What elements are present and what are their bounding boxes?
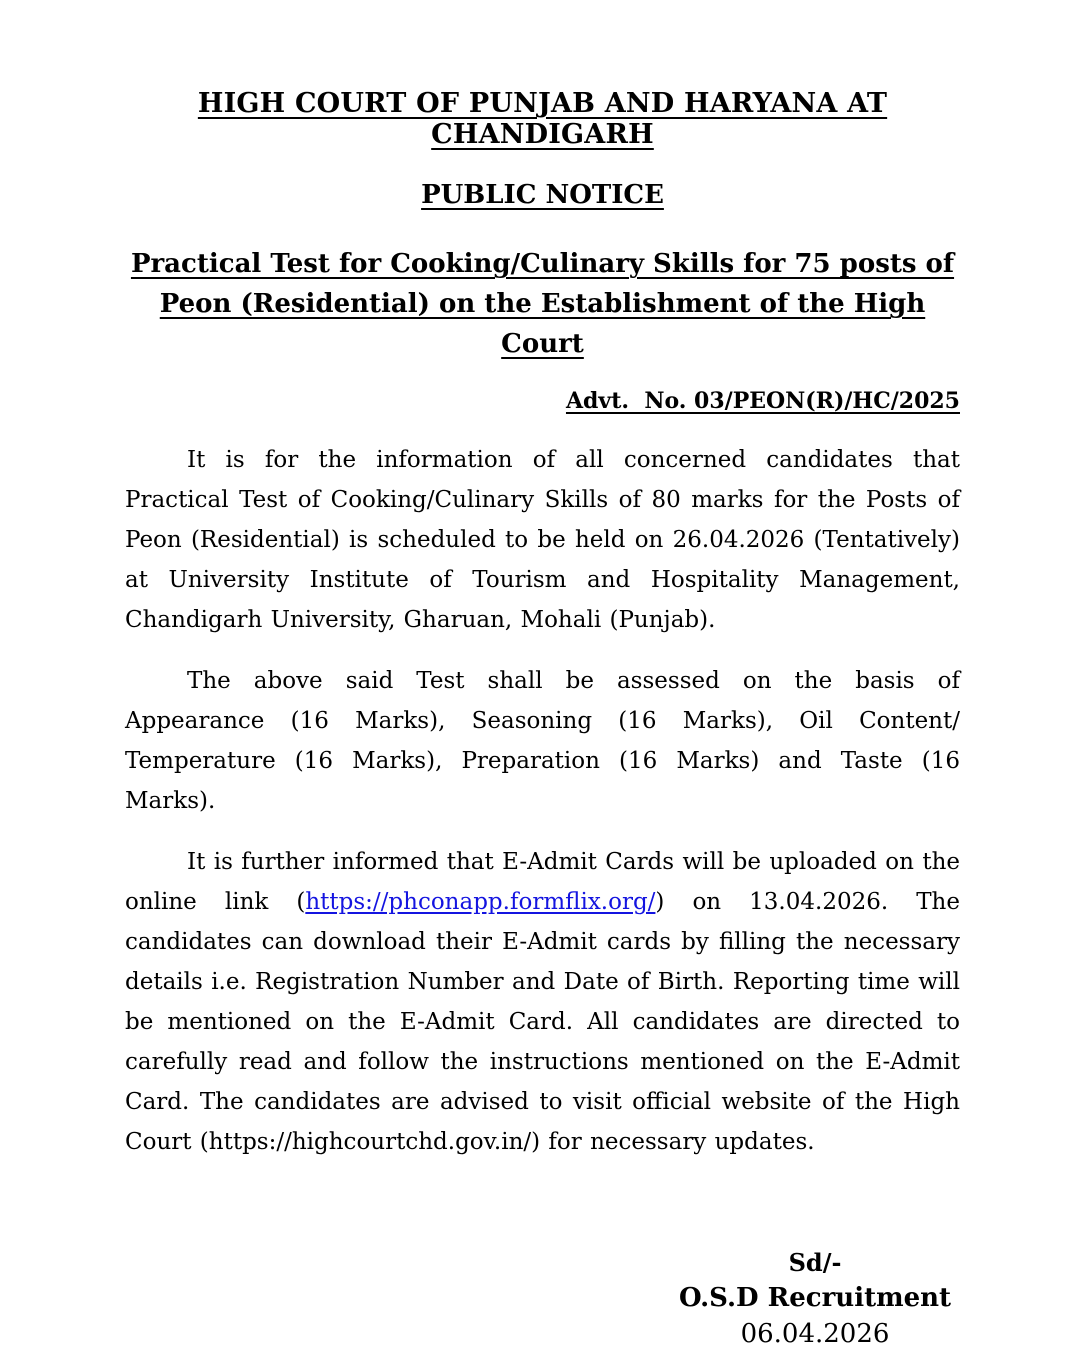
admit-card-portal-link[interactable]: https://phconapp.formflix.org/ [305, 889, 656, 915]
signature-designation: O.S.D Recruitment [678, 1283, 952, 1313]
paragraph-assessment-criteria: The above said Test shall be assessed on the basis of Appearance (16 Marks), Seasoning (16 Marks), Oil Content/ Temperature (16 Marks), Preparation (16 Marks) and Taste (16 Marks). [125, 668, 960, 814]
subject-line-1: Practical Test for Cooking/Culinary Skills for 75 posts of [130, 249, 955, 279]
subject-line-2: Peon (Residential) on the Establishment of the High Court [159, 289, 926, 359]
admit-card-text-before-link: It is further informed that E-Admit Cards will be uploaded on the online link ( [125, 849, 960, 915]
advertisement-number-line [125, 388, 960, 414]
paragraph-test-schedule: It is for the information of all concerned candidates that Practical Test of Cooking/Culinary Skills of 80 marks for the Posts of Peon (Residential) is scheduled to be held on 26.04.2026 (Tentatively) at University Institute of Tourism and Hospitality Management, Chandigarh University, Gharuan, Mohali (Punjab). [125, 447, 960, 633]
notice-subject [125, 244, 960, 364]
admit-card-text-after-link: ) on 13.04.2026. The candidates can download their E-Admit cards by filling the necessary details i.e. Registration Number and Date of Birth. Reporting time will be mentioned on the E-Admit Card. All candidates are directed to carefully read and follow the instructions mentioned on the E-Admit Card. The candidates are advised to visit official website of the High Court (https://highcourtchd.gov.in/) for necessary updates. [125, 889, 960, 1155]
paragraph-admit-card-info [125, 842, 960, 1162]
signature-sd: Sd/- [788, 1248, 842, 1277]
notice-heading: PUBLIC NOTICE [421, 180, 664, 210]
court-title: HIGH COURT OF PUNJAB AND HARYANA AT CHANDIGARH [197, 88, 888, 150]
advertisement-number: Advt. No. 03/PEON(R)/HC/2025 [565, 388, 960, 414]
signature-date: 06.04.2026 [740, 1319, 890, 1349]
signature-block [670, 1246, 960, 1352]
